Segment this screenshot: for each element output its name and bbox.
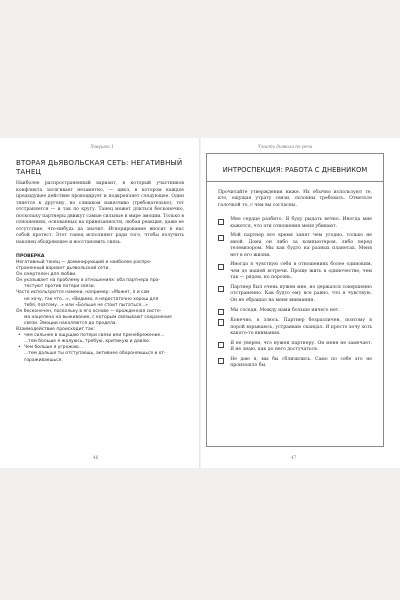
statement-item: [218, 318, 372, 337]
check-box-lines: [16, 260, 184, 364]
statement-checkbox[interactable]: [218, 342, 224, 348]
right-running-head: Узнать дьявола по речи: [258, 144, 313, 149]
check-box-line: Часто используются намеки, например: «Может, я и сам: [16, 290, 150, 296]
body-paragraph: Наиболее распространенный вариант, в который участников конфликта затягивает незаметно, — цикл, в котором каждое предыдущее действие провоцирует и подкрепляет следующее. Один тянется к другому, но слишком навязчиво (требовательно), тот отстраняется — и так по кругу. Танец может длиться бесконечно, поскольку партнеры движут самые сильные в мире эмоции. Только в отношениях, основанных на привязанности, любая реакция, даже ее отсутствие, что-нибудь да значит. Игнорирование вносит в нас собой протест. Этот танец исполняют ради того, чтобы получить наконец ободряющее и восстановить связь.: [16, 181, 184, 245]
statement-checkbox[interactable]: [218, 309, 224, 315]
book-spread: [0, 138, 400, 468]
statement-text: Мы соседи. Между нами больше ничего нет.: [230, 307, 340, 313]
check-box-line: ...тем больше я жалуюсь, требую, критикую и давлю.: [24, 339, 151, 345]
check-box-line: Негативный танец — доминирующий и наиболее распро-: [16, 260, 152, 265]
statement-text: Иногда я чувствую себя в отношениях более одиноким, чем до нашей встречи. Проще жить в одиночестве, чем так — рядом, но порознь.: [230, 262, 372, 281]
check-box-line: связи. Эмоции накаляются до предела.: [24, 320, 117, 326]
statement-item: [218, 285, 372, 304]
check-box-line: • Чем больше я угрожаю...: [16, 345, 184, 351]
check-box-line: не хочу, так что...», «Видимо, я недостаточно хорош для: [24, 296, 159, 302]
statement-item: [218, 233, 372, 259]
left-page-number: 46: [93, 455, 99, 460]
statement-checkbox[interactable]: [218, 319, 224, 325]
statement-text: Не даю я, мы бы сблизились. Само по себе это не произошло бы.: [230, 356, 372, 369]
statement-item: [218, 217, 372, 230]
introspection-box: [206, 153, 384, 447]
statement-list: [218, 217, 372, 369]
statement-checkbox[interactable]: [218, 235, 224, 241]
chapter-title: ВТОРАЯ ДЬЯВОЛЬСКАЯ СЕТЬ: НЕГАТИВНЫЙ ТАНЕЦ: [16, 158, 183, 176]
check-box-line: Он указывает на проблему в отношениях: оба партнера про-: [16, 278, 160, 284]
statement-text: Мой партнер все время занят чем угодно, только не мной. Дома он либо за компьютером, либо перед телевизором. Мы как будто на разных планетах. Меня нет в его жизни.: [230, 233, 372, 258]
right-page-number: 47: [291, 455, 297, 460]
check-box: [16, 254, 184, 364]
statement-checkbox[interactable]: [218, 219, 224, 225]
statement-checkbox[interactable]: [218, 264, 224, 270]
statement-text: Партнер был очень нужен мне, но держался совершенно отстраненно. Как будто ему все равно, что я чувствую. Он не обращал на меня внимания.: [230, 285, 372, 303]
statement-text: Я не уверен, что нужен партнеру. Он меня не замечает. Я не знаю, как до него достучаться.: [230, 340, 372, 353]
book-gutter: [199, 138, 201, 468]
check-box-line: ма нацелена на выживание, с которым связывают сохранение: [24, 314, 172, 320]
check-box-line: тебя, поэтому...» или «Больше не стоит пытаться...»: [24, 302, 148, 308]
check-box-line: Взаимодействие происходит так:: [16, 327, 95, 333]
statement-item: [218, 357, 372, 370]
statement-item: [218, 262, 372, 281]
introspection-intro: Прочитайте утверждения ниже. Их обычно используют те, кто, ощущая утрату связи, склонны требовать. Отметьте галочкой то, с чем вы согласны.: [218, 189, 372, 208]
check-box-line: тестуют против потери связи.: [24, 284, 96, 290]
check-box-line: ...тем дальше ты отступаешь, активнее обороняешься и от-: [24, 351, 166, 357]
introspection-title: ИНТРОСПЕКЦИЯ: РАБОТА С ДНЕВНИКОМ: [222, 166, 368, 174]
left-page-content: [16, 158, 184, 364]
statement-text: Конечно, я злюсь. Партнер безразличен, поэтому я порой взрываюсь, устраиваю скандал. Я просто хочу хоть какого-то внимания.: [230, 318, 372, 337]
check-box-line: Он смертелен для любви.: [16, 272, 77, 278]
statement-item: [218, 341, 372, 354]
left-running-head: Ловушка 1: [90, 144, 114, 149]
statement-checkbox[interactable]: [218, 358, 224, 364]
statement-text: Мне сердце разбито. Я буду рыдать вечно. Иногда мне кажется, что эти отношения меня убивают.: [230, 217, 372, 229]
title-divider: [207, 181, 383, 182]
check-box-line: • чем сильнее в ощущаю потери связи или пренебрежение...: [16, 333, 184, 339]
check-box-heading: ПРОВЕРКА: [16, 254, 45, 259]
check-box-line: страненный вариант дьявольской сети.: [16, 266, 110, 272]
check-box-line: Он бесконечен, поскольку в его основе — врожденная систе-: [16, 308, 162, 314]
check-box-line: гораживаешься.: [24, 357, 63, 363]
statement-checkbox[interactable]: [218, 286, 224, 292]
statement-item: [218, 308, 372, 315]
